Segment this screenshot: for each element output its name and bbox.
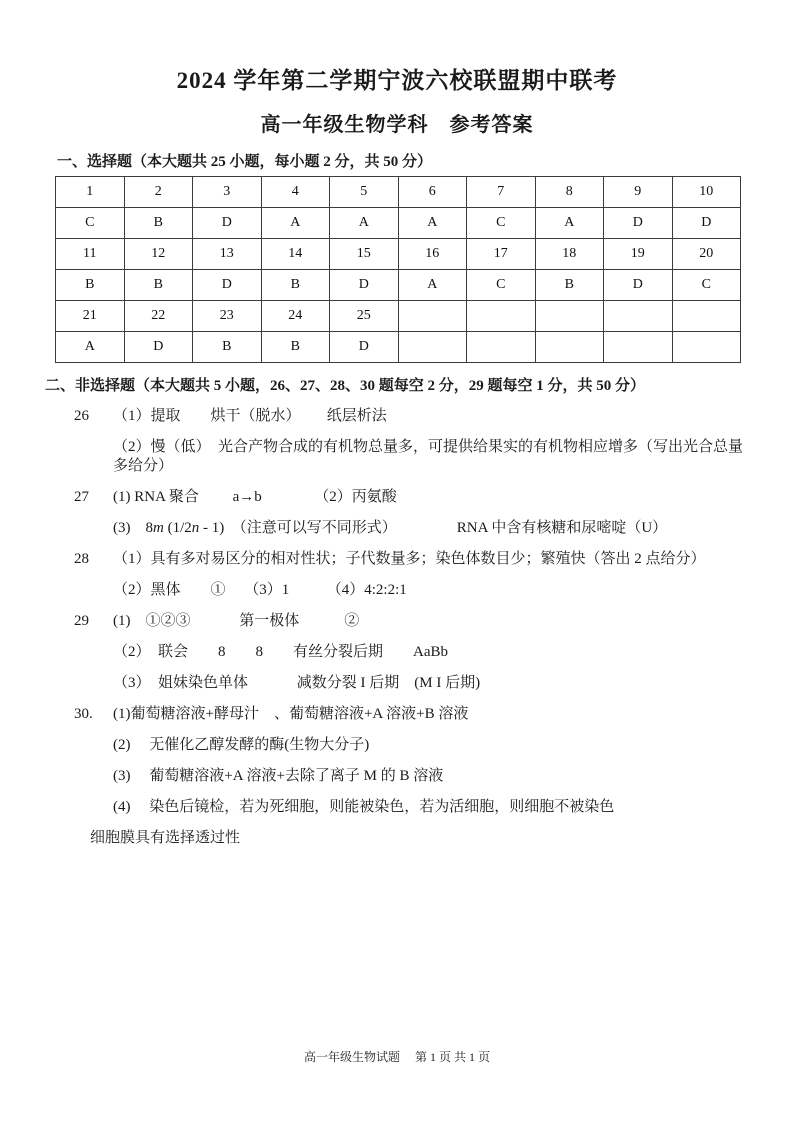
question-number-row: [56, 239, 741, 270]
question-number-cell: 19: [604, 239, 673, 270]
question-number-cell: 2: [124, 177, 193, 208]
answer-text-segment: （1）提取 烘干（脱水） 纸层析法: [113, 408, 387, 424]
answer-letter-cell: A: [56, 332, 125, 363]
question-number-cell: 24: [261, 301, 330, 332]
exam-subtitle: 高一年级生物学科 参考答案: [260, 114, 534, 136]
question-number: 29: [74, 613, 89, 629]
answer-line: [0, 705, 794, 724]
answer-text-segment: （2）黑体 ① （3）1 （4）4:2:2:1: [113, 582, 407, 598]
question-number-cell: 3: [193, 177, 262, 208]
answer-letter-cell: [672, 332, 741, 363]
question-number-cell: 25: [330, 301, 399, 332]
page-footer: 高一年级生物试题 第 1 页 共 1 页: [303, 1050, 490, 1064]
answer-letter-cell: A: [398, 208, 467, 239]
question-number-cell: 9: [604, 177, 673, 208]
answer-line: [0, 488, 794, 507]
question-number-cell: 11: [56, 239, 125, 270]
answer-letter-cell: B: [261, 270, 330, 301]
answer-letter-cell: D: [604, 270, 673, 301]
answer-letter-row: [56, 332, 741, 363]
answer-line: [0, 550, 794, 569]
answer-line: [0, 767, 794, 786]
answer-letter-cell: D: [604, 208, 673, 239]
answer-table-body: [56, 177, 741, 363]
answer-letter-cell: [535, 332, 604, 363]
answer-text-segment: (1) ①②③ 第一极体 ②: [113, 613, 360, 629]
answer-text-segment: - 1) （注意可以写不同形式） RNA 中含有核糖和尿嘧啶（U）: [199, 520, 668, 536]
question-number-cell: [535, 301, 604, 332]
answer-letter-cell: D: [330, 332, 399, 363]
question-number: 27: [74, 489, 89, 505]
question-number-cell: 22: [124, 301, 193, 332]
answer-text-segment: m: [153, 520, 164, 536]
answer-text-segment: （2）慢（低） 光合产物合成的有机物总量多，可提供给果实的有机物相应增多（写出光合总量多给分）: [113, 439, 744, 474]
answer-text-segment: (2) 无催化乙醇发酵的酶(生物大分子): [113, 737, 370, 753]
answer-line: [0, 407, 794, 426]
answer-letter-cell: C: [467, 208, 536, 239]
answer-text-segment: n: [191, 520, 200, 536]
answer-letter-cell: A: [261, 208, 330, 239]
answer-letter-cell: [467, 332, 536, 363]
answer-letter-cell: B: [124, 270, 193, 301]
question-number-cell: 10: [672, 177, 741, 208]
question-number-cell: 21: [56, 301, 125, 332]
answer-letter-cell: D: [672, 208, 741, 239]
question-number-cell: 13: [193, 239, 262, 270]
answer-text-segment: (4) 染色后镜检，若为死细胞，则能被染色，若为活细胞，则细胞不被染色: [113, 799, 615, 815]
answer-letter-cell: D: [193, 208, 262, 239]
answer-line: [0, 438, 794, 476]
section2-heading: 二、非选择题（本大题共 5 小题，26、27、28、30 题每空 2 分，29 题每空 1 分，共 50 分）: [45, 378, 646, 394]
answer-text-segment: 细胞膜具有选择透过性: [90, 830, 241, 846]
question-number-cell: 18: [535, 239, 604, 270]
answer-letter-cell: [398, 332, 467, 363]
answer-letter-cell: B: [193, 332, 262, 363]
question-number-row: [56, 177, 741, 208]
question-number-cell: [398, 301, 467, 332]
question-number-cell: 6: [398, 177, 467, 208]
answer-line: [0, 581, 794, 600]
answer-line: [0, 643, 794, 662]
question-number-cell: [672, 301, 741, 332]
answer-letter-cell: C: [672, 270, 741, 301]
question-number-cell: [467, 301, 536, 332]
question-number: 30.: [74, 706, 93, 722]
question-number: 28: [74, 551, 89, 567]
answer-text-segment: (3) 8: [113, 520, 153, 536]
answer-line: [0, 674, 794, 693]
answer-letter-cell: D: [193, 270, 262, 301]
answer-text-segment: (3) 葡萄糖溶液+A 溶液+去除了离子 M 的 B 溶液: [113, 768, 444, 784]
answer-letter-cell: [604, 332, 673, 363]
answer-text-segment: （2） 联会 8 8 有丝分裂后期 AaBb: [113, 644, 448, 660]
answer-letter-row: [56, 208, 741, 239]
question-number-row: [56, 301, 741, 332]
answer-letter-cell: B: [56, 270, 125, 301]
answer-line: [0, 612, 794, 631]
multiple-choice-answer-table: [55, 176, 741, 363]
answer-text-segment: (1)葡萄糖溶液+酵母汁 、葡萄糖溶液+A 溶液+B 溶液: [113, 706, 469, 722]
answer-line: [0, 798, 794, 817]
question-number-cell: 1: [56, 177, 125, 208]
question-number-cell: 12: [124, 239, 193, 270]
question-number-cell: [604, 301, 673, 332]
answer-letter-cell: A: [535, 208, 604, 239]
answer-line: [0, 736, 794, 755]
question-number-cell: 17: [467, 239, 536, 270]
question-number: 26: [74, 408, 89, 424]
section1-heading: 一、选择题（本大题共 25 小题，每小题 2 分，共 50 分）: [57, 154, 433, 170]
question-number-cell: 8: [535, 177, 604, 208]
question-number-cell: 23: [193, 301, 262, 332]
question-number-cell: 5: [330, 177, 399, 208]
answer-letter-cell: A: [398, 270, 467, 301]
answer-text-segment: （3） 姐妹染色单体 减数分裂 I 后期 (M I 后期): [113, 675, 481, 691]
answer-text-segment: (1/2: [163, 520, 192, 536]
answer-letter-cell: A: [330, 208, 399, 239]
answer-letter-cell: B: [535, 270, 604, 301]
answer-letter-cell: D: [124, 332, 193, 363]
question-number-cell: 20: [672, 239, 741, 270]
free-response-answers: [0, 407, 794, 848]
answer-line: [0, 519, 794, 538]
answer-line: [0, 829, 794, 848]
answer-letter-cell: B: [124, 208, 193, 239]
answer-letter-cell: C: [56, 208, 125, 239]
question-number-cell: 14: [261, 239, 330, 270]
question-number-cell: 7: [467, 177, 536, 208]
answer-letter-cell: D: [330, 270, 399, 301]
answer-letter-cell: B: [261, 332, 330, 363]
exam-title: 2024 学年第二学期宁波六校联盟期中联考: [176, 68, 618, 93]
answer-text-segment: （1）具有多对易区分的相对性状；子代数量多；染色体数目少；繁殖快（答出 2 点给分）: [113, 551, 706, 567]
question-number-cell: 15: [330, 239, 399, 270]
question-number-cell: 16: [398, 239, 467, 270]
question-number-cell: 4: [261, 177, 330, 208]
answer-letter-cell: C: [467, 270, 536, 301]
answer-letter-row: [56, 270, 741, 301]
answer-text-segment: (1) RNA 聚合 a→b （2）丙氨酸: [113, 489, 397, 505]
